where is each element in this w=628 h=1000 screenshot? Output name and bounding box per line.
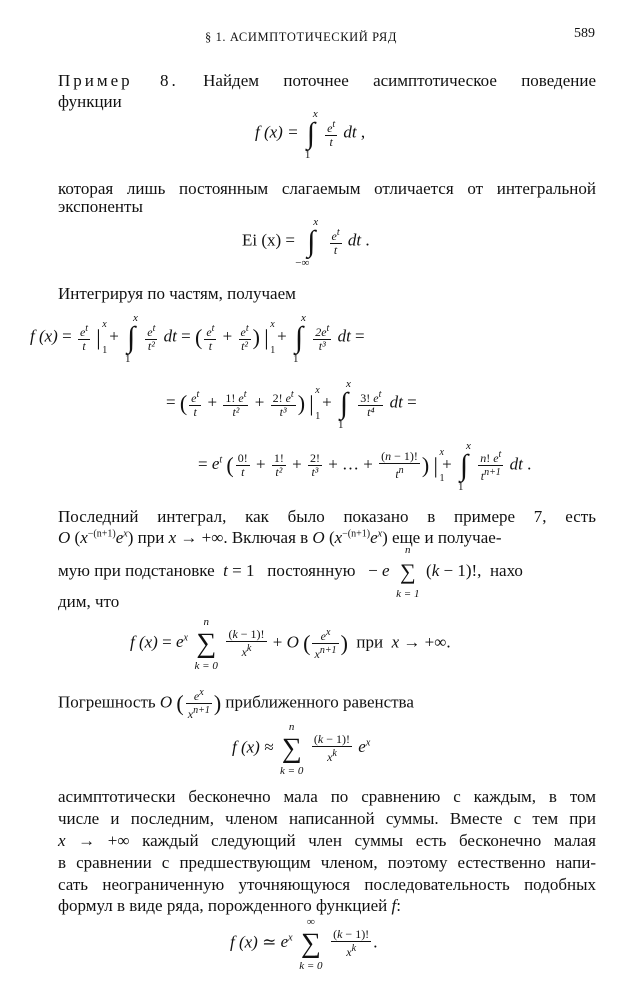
running-header: § 1. АСИМПТОТИЧЕСКИЙ РЯД bbox=[205, 30, 397, 44]
paragraph-line-mixed: O $(x^{-(n+1)}e^x)$ при x → +∞. Включая в O $(x^{-(n+1)}e^x)$ еще и получае- bbox=[58, 528, 502, 547]
formula-approx: f (x) ≈ ∑ n k = 0 $\frac{(k - 1)!}{x^k}$ $e^x$ bbox=[232, 720, 371, 777]
formula-parts-line3: = $e^t$ ( $\frac{0!}{t}$ + $\frac{1!}{\text{t²}}$ + $\frac{2!}{\text{t³}}$ + … + $\frac{(n - 1)!}{t^n}$ ) | x 1 + ∫ x 1 $\frac{n! e^t}{t^{n+1}}$ dt . bbox=[198, 439, 532, 493]
example-heading-paragraph bbox=[58, 70, 596, 92]
paragraph-line: экспоненты bbox=[58, 197, 143, 216]
paragraph-line: сать неограниченную уточняющуюся последовательность подобных bbox=[58, 875, 596, 894]
paragraph-line: асимптотически бесконечно мала по сравнению с каждым, в том bbox=[58, 787, 596, 806]
integral-symbol: ∫ x 1 bbox=[304, 107, 318, 161]
paragraph-line: которая лишь постоянным слагаемым отличается от интегральной bbox=[58, 179, 596, 198]
paragraph-line: Последний интеграл, как было показано в примере 7, есть bbox=[58, 507, 596, 526]
paragraph-line: дим, что bbox=[58, 592, 120, 611]
formula-parts-line2: = ( $\frac{e^t}{t}$ + $\frac{1! e^t}{\text{t²}}$ + $\frac{2! e^t}{\text{t³}}$ ) | x 1 + ∫ x 1 $\frac{3! e^t}{\text{t⁴}}$ dt = bbox=[166, 377, 417, 431]
formula-asymptotic-result: f $(x) = e^x$ ∑ n k = 0 $\frac{(k - 1)!}{x^k}$ + O ( $\frac{e^x}{x^{n+1}}$ ) при x → +∞. bbox=[130, 615, 451, 672]
paragraph-line: Интегрируя по частям, получаем bbox=[58, 284, 296, 303]
formula-f-definition: f (x) = ∫ x 1 $\frac{e^t}{t}$ dt , bbox=[255, 107, 366, 161]
page-number: 589 bbox=[574, 26, 595, 41]
paragraph-line: числе и последним, членом написанной суммы. Вместе с тем при bbox=[58, 809, 596, 828]
integral-symbol: ∫ x −∞ bbox=[295, 215, 319, 269]
paragraph-line-mixed: формул в виде ряда, порожденного функцией f: bbox=[58, 896, 401, 915]
paragraph-line: функции bbox=[58, 92, 122, 111]
example-label: Пример 8. bbox=[58, 71, 179, 90]
example-text: Найдем поточнее асимптотическое поведение bbox=[203, 71, 596, 90]
formula-lhs: Ei (x) = bbox=[242, 230, 296, 250]
paragraph-line-mixed: мую при подстановке t = 1 постоянную − e ∑ n k = 1 (k − 1)!, нахо bbox=[58, 544, 523, 600]
formula-parts-line1: f (x) = $\frac{e^t}{t}$ | x 1 + ∫ x 1 $\frac{e^t}{\text{t²}}$ dt = ( $\frac{e^t}{t}$ + $\frac{e^t}{\text{t²}}$ ) | x 1 + ∫ x 1 $\frac{2e^t}{\text{t³}}$ dt = bbox=[30, 311, 365, 365]
paragraph-line: в сравнении с предшествующим членом, поэтому естественно напи- bbox=[58, 853, 596, 872]
formula-ei-definition: Ei (x) = ∫ x −∞ $\frac{e^t}{t}$ dt . bbox=[242, 215, 370, 269]
paragraph-line-mixed: Погрешность O ( $\frac{e^x}{x^{n+1}}$ ) приближенного равенства bbox=[58, 687, 414, 721]
formula-asymptotic-series: f (x) ≃ $e^x$ ∑ ∞ k = 0 $\frac{(k - 1)!}{x^k}$ . bbox=[230, 915, 378, 972]
paragraph-line-mixed: x → +∞ каждый следующий член суммы есть бесконечно малая bbox=[58, 831, 596, 850]
formula-lhs: f (x) = bbox=[255, 122, 299, 142]
